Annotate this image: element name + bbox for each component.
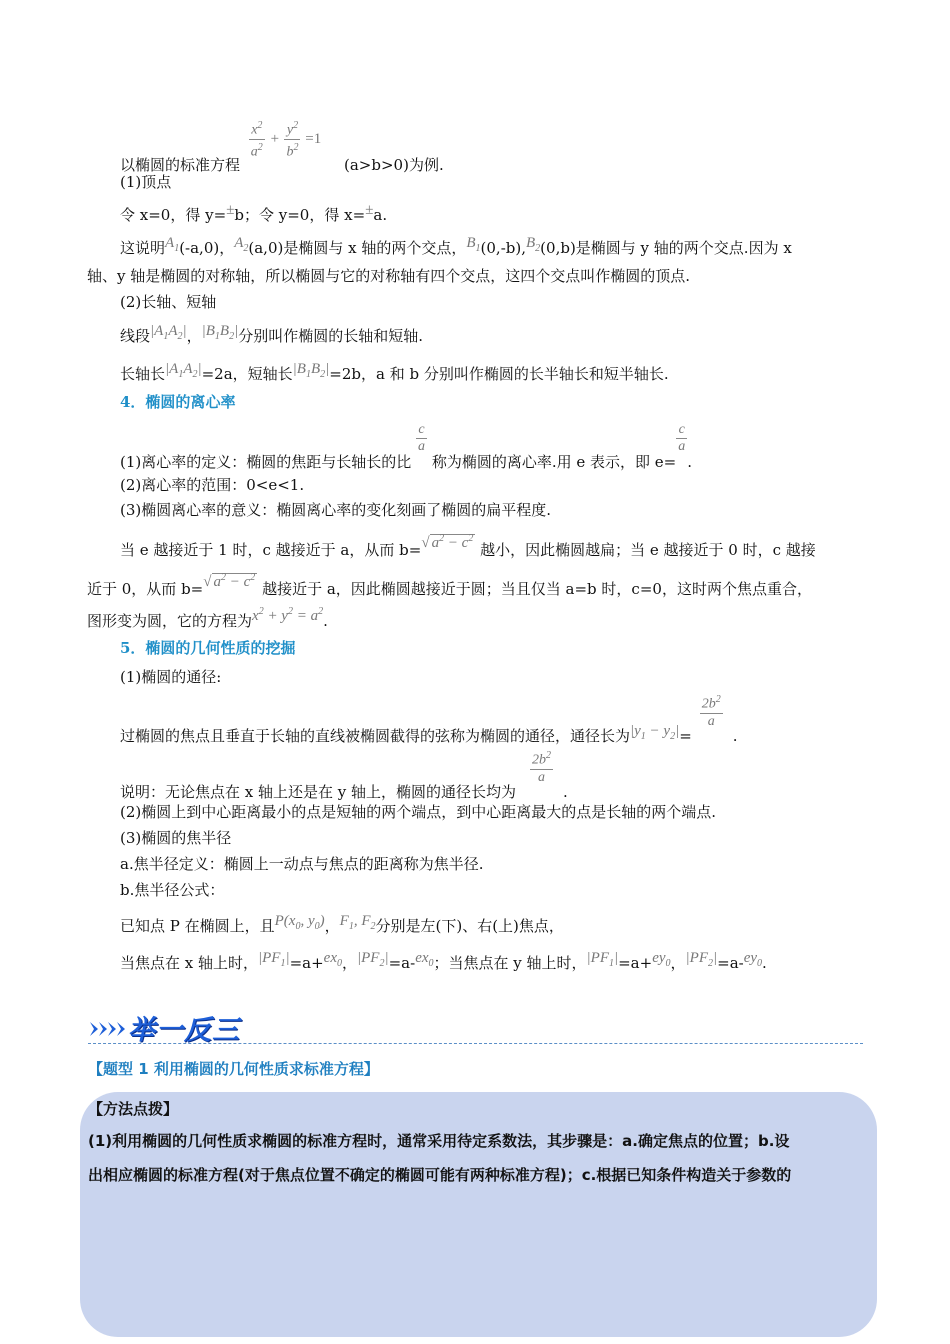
line-ecc-explain-3: 图形变为圆，它的方程为$x^2 + y^2 = a^2$. bbox=[87, 606, 328, 630]
fraction-2b2-over-a: $\frac{2b^2}{a}$ bbox=[701, 694, 721, 729]
line-focal-radius-formula-heading: b.焦半径公式： bbox=[120, 881, 225, 899]
fraction-c-over-a: $\frac{c}{a}$ bbox=[418, 422, 426, 454]
banner-title: 举一反三 bbox=[128, 1015, 240, 1046]
fraction-2b2-over-a-2: $\frac{2b^2}{a}$ bbox=[532, 750, 552, 785]
divider bbox=[88, 1043, 863, 1044]
question-type-title: 【题型 1 利用椭圆的几何性质求标准方程】 bbox=[88, 1060, 379, 1078]
line-vertices-cont: 轴、y 轴是椭圆的对称轴，所以椭圆与它的对称轴有四个交点，这四个交点叫作椭圆的顶点. bbox=[87, 267, 691, 285]
line-axis-segments: 线段$|A_1A_2|$，$|B_1B_2|$分别叫作椭圆的长轴和短轴. bbox=[120, 323, 423, 345]
line-vertex-calc: 令 x=0，得 y=±b；令 y=0，得 x=±a. bbox=[120, 202, 388, 224]
line-axis-length: 长轴长$|A_1A_2|=2a$，短轴长$|B_1B_2|=2b$，a 和 b 分别叫作椭圆的长半轴长和短半轴长. bbox=[120, 361, 669, 383]
line-ecc-definition: (1)离心率的定义：椭圆的焦距与长轴长的比 $\frac{c}{a}$ 称为椭圆的离心率.用 e 表示，即 e= $\frac{c}{a}$ . bbox=[120, 422, 692, 471]
line-focal-radius-heading: (3)椭圆的焦半径 bbox=[120, 829, 232, 847]
line-latus-def: 过椭圆的焦点且垂直于长轴的直线被椭圆截得的弦称为椭圆的通径，通径长为$|y_1 - y_2|=$ $\frac{2b^2}{a}$ . bbox=[120, 694, 738, 745]
line-vertex-heading: (1)顶点 bbox=[120, 173, 172, 191]
line-distance-center: (2)椭圆上到中心距离最小的点是短轴的两个端点，到中心距离最大的点是长轴的两个端点. bbox=[120, 803, 717, 821]
line-ecc-explain-1: 当 e 越接近于 1 时，c 越接近于 a，从而 b=√ $a^2 - c^2$ 越小，因此椭圆越扁；当 e 越接近于 0 时，c 越接 bbox=[120, 533, 816, 559]
line-axis-heading: (2)长轴、短轴 bbox=[120, 293, 217, 311]
heading-geometric-properties: 5．椭圆的几何性质的挖掘 bbox=[120, 639, 296, 657]
line-focal-radius-def: a.焦半径定义：椭圆上一动点与焦点的距离称为焦半径. bbox=[120, 855, 484, 873]
method-tips-box bbox=[80, 1092, 877, 1337]
equation-y-term: $\frac{y^2}{b^2}$ bbox=[286, 120, 299, 160]
heading-eccentricity: 4．椭圆的离心率 bbox=[120, 393, 236, 411]
method-tips-p2: 出相应椭圆的标准方程(对于焦点位置不确定的椭圆可能有两种标准方程)；c.根据已知条件构造关于参数的 bbox=[88, 1166, 792, 1184]
line-point-on-ellipse: 已知点 P 在椭圆上，且$P(x_0$, $y_0$)，$F_1$, $F_2$分别是左(下)、右(上)焦点， bbox=[120, 913, 564, 935]
line-ecc-range: (2)离心率的范围：0<e<1. bbox=[120, 476, 305, 494]
line-latus-heading: (1)椭圆的通径: bbox=[120, 668, 222, 686]
fraction-e-c-over-a: $\frac{c}{a}$ bbox=[678, 422, 686, 454]
line-focal-radius-formulas: 当焦点在 x 轴上时，$|PF_1|=a+ex_0$，$|PF_2|=a-ex_0$；当焦点在 y 轴上时，$|PF_1|=a+ey_0$，$|PF_2|=a-ey_0$. bbox=[120, 950, 767, 972]
line-latus-note: 说明：无论焦点在 x 轴上还是在 y 轴上，椭圆的通径长均为 $\frac{2b^2}{a}$ . bbox=[120, 750, 568, 801]
line-ecc-explain-2: 近于 0，从而 b=√ $a^2 - c^2$ 越接近于 a，因此椭圆越接近于圆；当且仅当 a=b 时，c=0，这时两个焦点重合， bbox=[87, 572, 812, 598]
equation-x-term: $\frac{x^2}{a^2}$ bbox=[250, 120, 263, 160]
method-tips-p1: (1)利用椭圆的几何性质求椭圆的标准方程时，通常采用待定系数法，其步骤是：a.确定焦点的位置；b.设 bbox=[88, 1132, 790, 1150]
method-tips-title: 【方法点拨】 bbox=[88, 1100, 179, 1118]
line-ecc-meaning: (3)椭圆离心率的意义：椭圆离心率的变化刻画了椭圆的扁平程度. bbox=[120, 501, 552, 519]
line-vertices: 这说明$A_1(-a,0)$，$A_2(a,0)$是椭圆与 x 轴的两个交点，$B_1(0,-b),B_2(0,b)$是椭圆与 y 轴的两个交点.因为 x bbox=[120, 235, 792, 257]
line-standard-equation: 以椭圆的标准方程 $\frac{x^2}{a^2}$ + $\frac{y^2}{b^2}$ =1 (a>b>0)为例. bbox=[120, 120, 444, 175]
